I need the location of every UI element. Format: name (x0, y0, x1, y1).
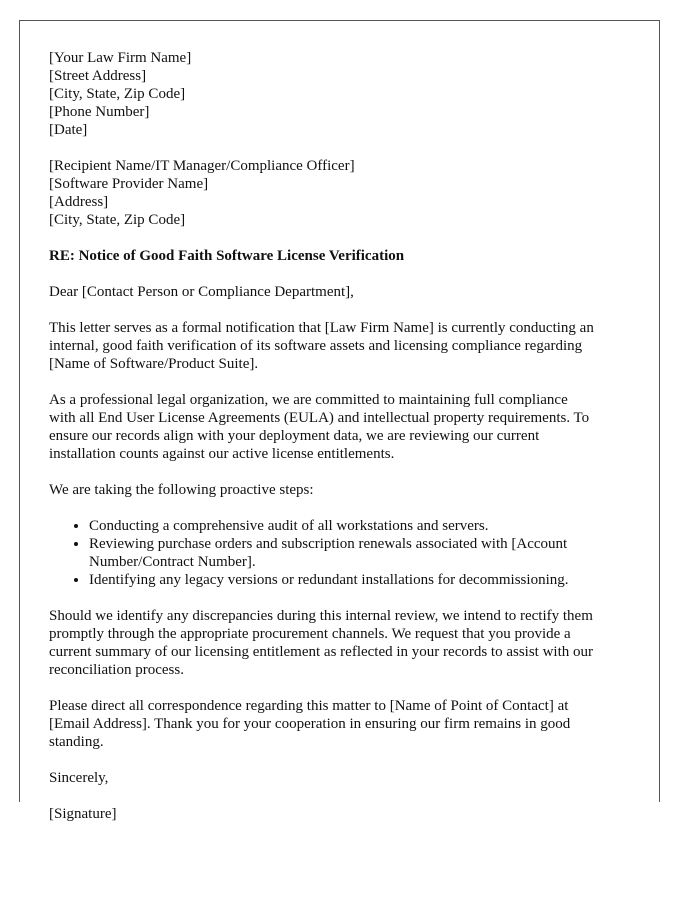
paragraph-line: Please direct all correspondence regarding this matter to [Name of Point of Contact] at (49, 698, 569, 714)
signature-placeholder: [Signature] (49, 806, 117, 822)
recipient-company: [Software Provider Name] (49, 176, 209, 192)
sender-phone: [Phone Number] (49, 104, 150, 120)
sender-date: [Date] (49, 122, 88, 138)
recipient-name: [Recipient Name/IT Manager/Compliance Officer] (49, 158, 355, 174)
paragraph-compliance (49, 391, 639, 463)
steps-list (49, 517, 639, 589)
recipient-city-state-zip: [City, State, Zip Code] (49, 212, 186, 228)
paragraph-line: Should we identify any discrepancies during this internal review, we intend to rectify them (49, 608, 593, 624)
recipient-block (49, 157, 639, 229)
list-item-line: • Conducting a comprehensive audit of all workstations and servers. (89, 518, 489, 534)
paragraph-line: installation counts against our active license entitlements. (49, 446, 395, 462)
subject-line: RE: Notice of Good Faith Software License Verification (49, 248, 405, 264)
paragraph-line: We are taking the following proactive steps: (49, 482, 314, 498)
paragraph-line: standing. (49, 734, 104, 750)
paragraph-contact (49, 697, 639, 751)
paragraph-line: internal, good faith verification of its software assets and licensing compliance regarding (49, 338, 583, 354)
list-item (89, 517, 639, 535)
sender-block (49, 49, 639, 139)
letter-page (19, 20, 660, 822)
closing: Sincerely, (49, 770, 109, 786)
paragraph-line: As a professional legal organization, we are committed to maintaining full compliance (49, 392, 568, 408)
list-item (89, 535, 639, 571)
paragraph-line: reconciliation process. (49, 662, 184, 678)
letter-content (49, 49, 639, 823)
sender-firm-name: [Your Law Firm Name] (49, 50, 192, 66)
sender-street: [Street Address] (49, 68, 147, 84)
paragraph-line: [Name of Software/Product Suite]. (49, 356, 259, 372)
paragraph-line: with all End User License Agreements (EULA) and intellectual property requirements. To (49, 410, 590, 426)
paragraph-discrepancies (49, 607, 639, 679)
paragraph-line: [Email Address]. Thank you for your cooperation in ensuring our firm remains in good (49, 716, 571, 732)
salutation: Dear [Contact Person or Compliance Department], (49, 284, 354, 300)
sender-city-state-zip: [City, State, Zip Code] (49, 86, 186, 102)
paragraph-steps-intro (49, 481, 639, 499)
list-item-line: • Reviewing purchase orders and subscription renewals associated with [Account (89, 536, 568, 552)
paragraph-intro (49, 319, 639, 373)
paragraph-line: promptly through the appropriate procurement channels. We request that you provide a (49, 626, 571, 642)
list-item-line: Number/Contract Number]. (89, 554, 256, 570)
list-item (89, 571, 639, 589)
paragraph-line: This letter serves as a formal notification that [Law Firm Name] is currently conducting an (49, 320, 594, 336)
paragraph-line: ensure our records align with your deployment data, we are reviewing our current (49, 428, 540, 444)
list-item-line: • Identifying any legacy versions or redundant installations for decommissioning. (89, 572, 569, 588)
paragraph-line: current summary of our licensing entitlement as reflected in your records to assist with our (49, 644, 594, 660)
recipient-address: [Address] (49, 194, 109, 210)
